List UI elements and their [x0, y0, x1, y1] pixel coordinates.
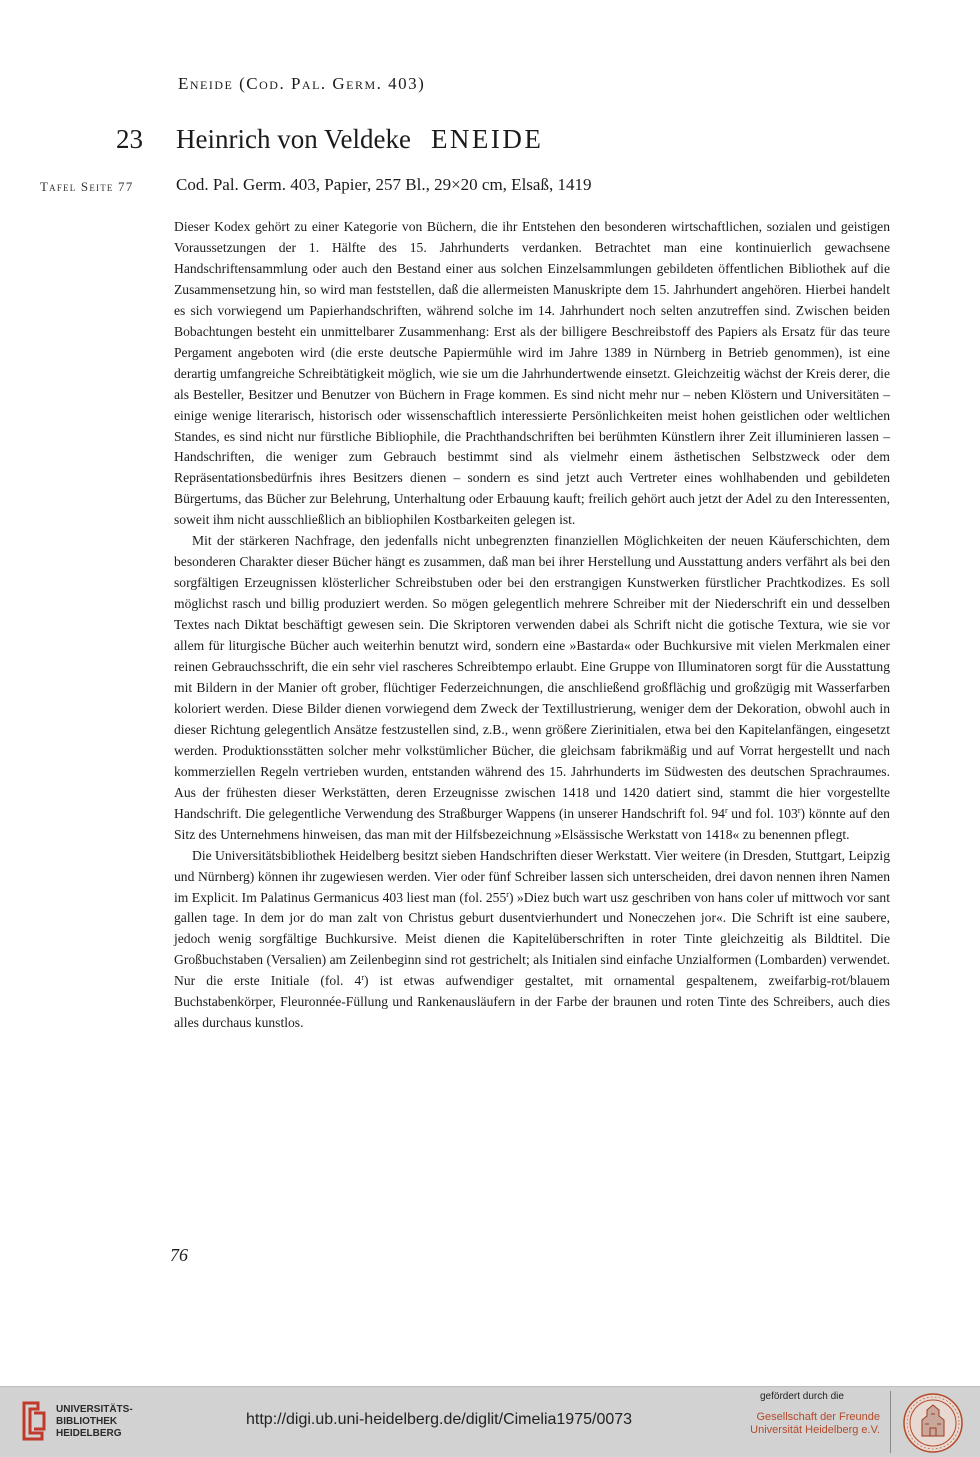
recto-mark: r [797, 805, 801, 815]
permalink-url[interactable]: http://digi.ub.uni-heidelberg.de/diglit/Cimelia1975/0073 [246, 1411, 633, 1428]
running-head: Eneide (Cod. Pal. Germ. 403) [178, 74, 426, 93]
page-number: 76 [170, 1245, 188, 1265]
work-title: ENEIDE [430, 124, 544, 154]
university-seal-icon [902, 1392, 964, 1454]
paragraph-3: Die Universitätsbibliothek Heidelberg besitzt sieben Handschriften dieser Werkstatt. Vier weitere (in Dresden, Stuttgart, Leipzig und Nürnberg) können ihr zugewiesen werden. Vier oder fünf Schreiber lassen sich unterscheiden, drei davon nennen ihren Namen im Explicit. Im Palatinus Germanicus 403 liest man (fol. 255$^r$) »Diez buͦch wart usz geschriben von hans coler uf mittwoch vor sant gallen tage. In dem jor do man zalt von Christus geburt dusentvierhundert und Noneczehen jor«. Die Schrift ist eine saubere, jedoch wenig sorgfältige Buchkursive. Meist dienen die Kapitelüberschriften in roter Tinte gleichzeitig als Bildtitel. Die Großbuchstaben (Versalien) am Zeilenbeginn sind rot gestrichelt; als Initialen sind einfache Unzialformen (Lombarden) verwendet. Nur die erste Initiale (fol. 4$^r$) ist etwas aufwendiger gestaltet, mit ornamental gespaltenem, zweifarbig-rot/blauem Buchstabenkörper, Fleuronnée-Füllung und Rankenausläufern in der Farbe der braunen und roten Tinte des Schreibers, auch dies alles durchaus kunstlos. [174, 847, 891, 1031]
author-name: Heinrich von Veldeke [176, 124, 411, 154]
entry-number: 23 [116, 124, 143, 154]
body-text [174, 217, 890, 1034]
divider [890, 1391, 891, 1453]
society-name[interactable]: Gesellschaft der Freunde Universität Heidelberg e.V. [750, 1411, 880, 1436]
supported-by-label: gefördert durch die [760, 1391, 844, 1402]
entry-title [176, 124, 543, 155]
recto-mark: r [506, 889, 509, 899]
recto-mark: r [361, 973, 364, 983]
viewer-footer [0, 1386, 980, 1457]
paragraph-1: Dieser Kodex gehört zu einer Kategorie von Büchern, die ihr Entstehen den besonderen wirtschaftlichen, sozialen und geistigen Voraussetzungen der 1. Hälfte des 15. Jahrhunderts verdanken. Betrachtet man eine kontinuierlich gewachsene Handschriftensammlung oder auch den Bestand einer aus solchen Einzelsammlungen gebildeten öffentlichen Bibliothek auf die Zusammensetzung hin, so wird man feststellen, daß die allermeisten Manuskripte dem 15. Jahrhundert angehören. Hierbei handelt es sich vorwiegend um Papierhandschriften, während solche im 14. Jahrhundert noch selten anzutreffen sind. Zwischen beiden Bobachtungen besteht ein unmittelbarer Zusammenhang: Erst als der billigere Beschreibstoff des Papiers als Ersatz für das teure Pergament angeboten wird (die erste deutsche Papiermühle wird im Jahre 1389 in Nürnberg in Betrieb genommen), ist eine derartig umfangreiche Schreibtätigkeit möglich, wie sie um die Jahrhundertwende einsetzt. Gleichzeitig wächst der Kreis derer, die als Besteller, Besitzer und Benutzer von Büchern in Frage kommen. Es sind nicht mehr nur – neben Klöstern und Universitäten – einige wenige literarisch, historisch oder wissenschaftlich interessierte Persönlichkeiten meist hohen geistlichen oder weltlichen Standes, es sind nicht nur fürstliche Bibliophile, die Prachthandschriften bei berühmten Künstlern ihrer Zeit illuminieren lassen – Handschriften, die weniger zum Gebrauch bestimmt sind als vielmehr einem ästhetischen Selbstzweck oder dem Repräsentationsbedürfnis ihres Besitzers dienen – sondern es sind jetzt auch Vertreter eines wohlhabenden und gebildeten Bürgertums, das Bücher zur Belehrung, Unterhaltung oder Erbauung kauft; freilich gehört auch jetzt der Adel zu den Interessenten, soweit ihm nicht ausschließlich an bibliophilen Kostbarkeiten gelegen ist. [174, 219, 890, 528]
library-logo-icon [18, 1399, 48, 1443]
plate-reference: Tafel Seite 77 [40, 179, 134, 194]
paragraph-2: Mit der stärkeren Nachfrage, den jedenfalls nicht unbegrenzten finanziellen Möglichkeiten der neuen Käuferschichten, dem besonderen Charakter dieser Bücher hängt es zusammen, daß man bei ihrer Herstellung und Ausstattung anders verfährt als bei den sorgfältigen Erzeugnissen klösterlicher Schreibstuben oder bei den erstrangigen Kunstwerken fürstlicher Prachtkodizes. Es soll möglichst rasch und billig produziert werden. So mögen gelegentlich mehrere Schreiber mit der Niederschrift ein und desselben Textes nach Diktat beschäftigt gewesen sein. Die Skriptoren verwenden dabei als Schrift nicht die gotische Textura, wie sie vor allem für liturgische Bücher auch weiterhin benutzt wird, sondern eine »Bastarda« oder Buchkursive mit vielen Merkmalen einer reinen Gebrauchsschrift, die ein sehr viel rascheres Schreibtempo erlaubt. Eine Gruppe von Illuminatoren sorgt für die Ausstattung mit Bildern in der Manier oft grober, flüchtiger Federzeichnungen, die anschließend großflächig und großzügig mit Wasserfarben koloriert werden. Diese Bilder dienen vorwiegend dem Zweck der Textillustrierung, weniger dem der Dekoration, obwohl auch in dieser Richtung gelegentlich Ansätze festzustellen sind, z.B., wenn größere Zierinitialen, etwa bei den Kapitelanfängen, eingesetzt werden. Produktionsstätten solcher mehr volkstümlicher Bücher, die gleichsam fabrikmäßig und auf Vorrat hergestellt und nach kommerziellen Regeln vertrieben wurden, entstanden während des 15. Jahrhunderts im Südwesten des deutschen Sprachraumes. Aus der frühesten dieser Werkstätten, deren Erzeugnisse zwischen 1418 und 1420 datiert sind, stammt die hier vorgestellte Handschrift. Die gelegentliche Verwendung des Straßburger Wappens (in unserer Handschrift fol. 94$^r$ und fol. 103$^r$) könnte auf den Sitz des Unternehmens hinweisen, das man mit der Hilfsbezeichnung »Elsässische Werkstatt von 1418« zu benennen pflegt. [174, 533, 890, 842]
recto-mark: r [724, 805, 728, 815]
library-name: UNIVERSITÄTS- BIBLIOTHEK HEIDELBERG [56, 1404, 133, 1439]
codex-description: Cod. Pal. Germ. 403, Papier, 257 Bl., 29×20 cm, Elsaß, 1419 [176, 175, 592, 194]
